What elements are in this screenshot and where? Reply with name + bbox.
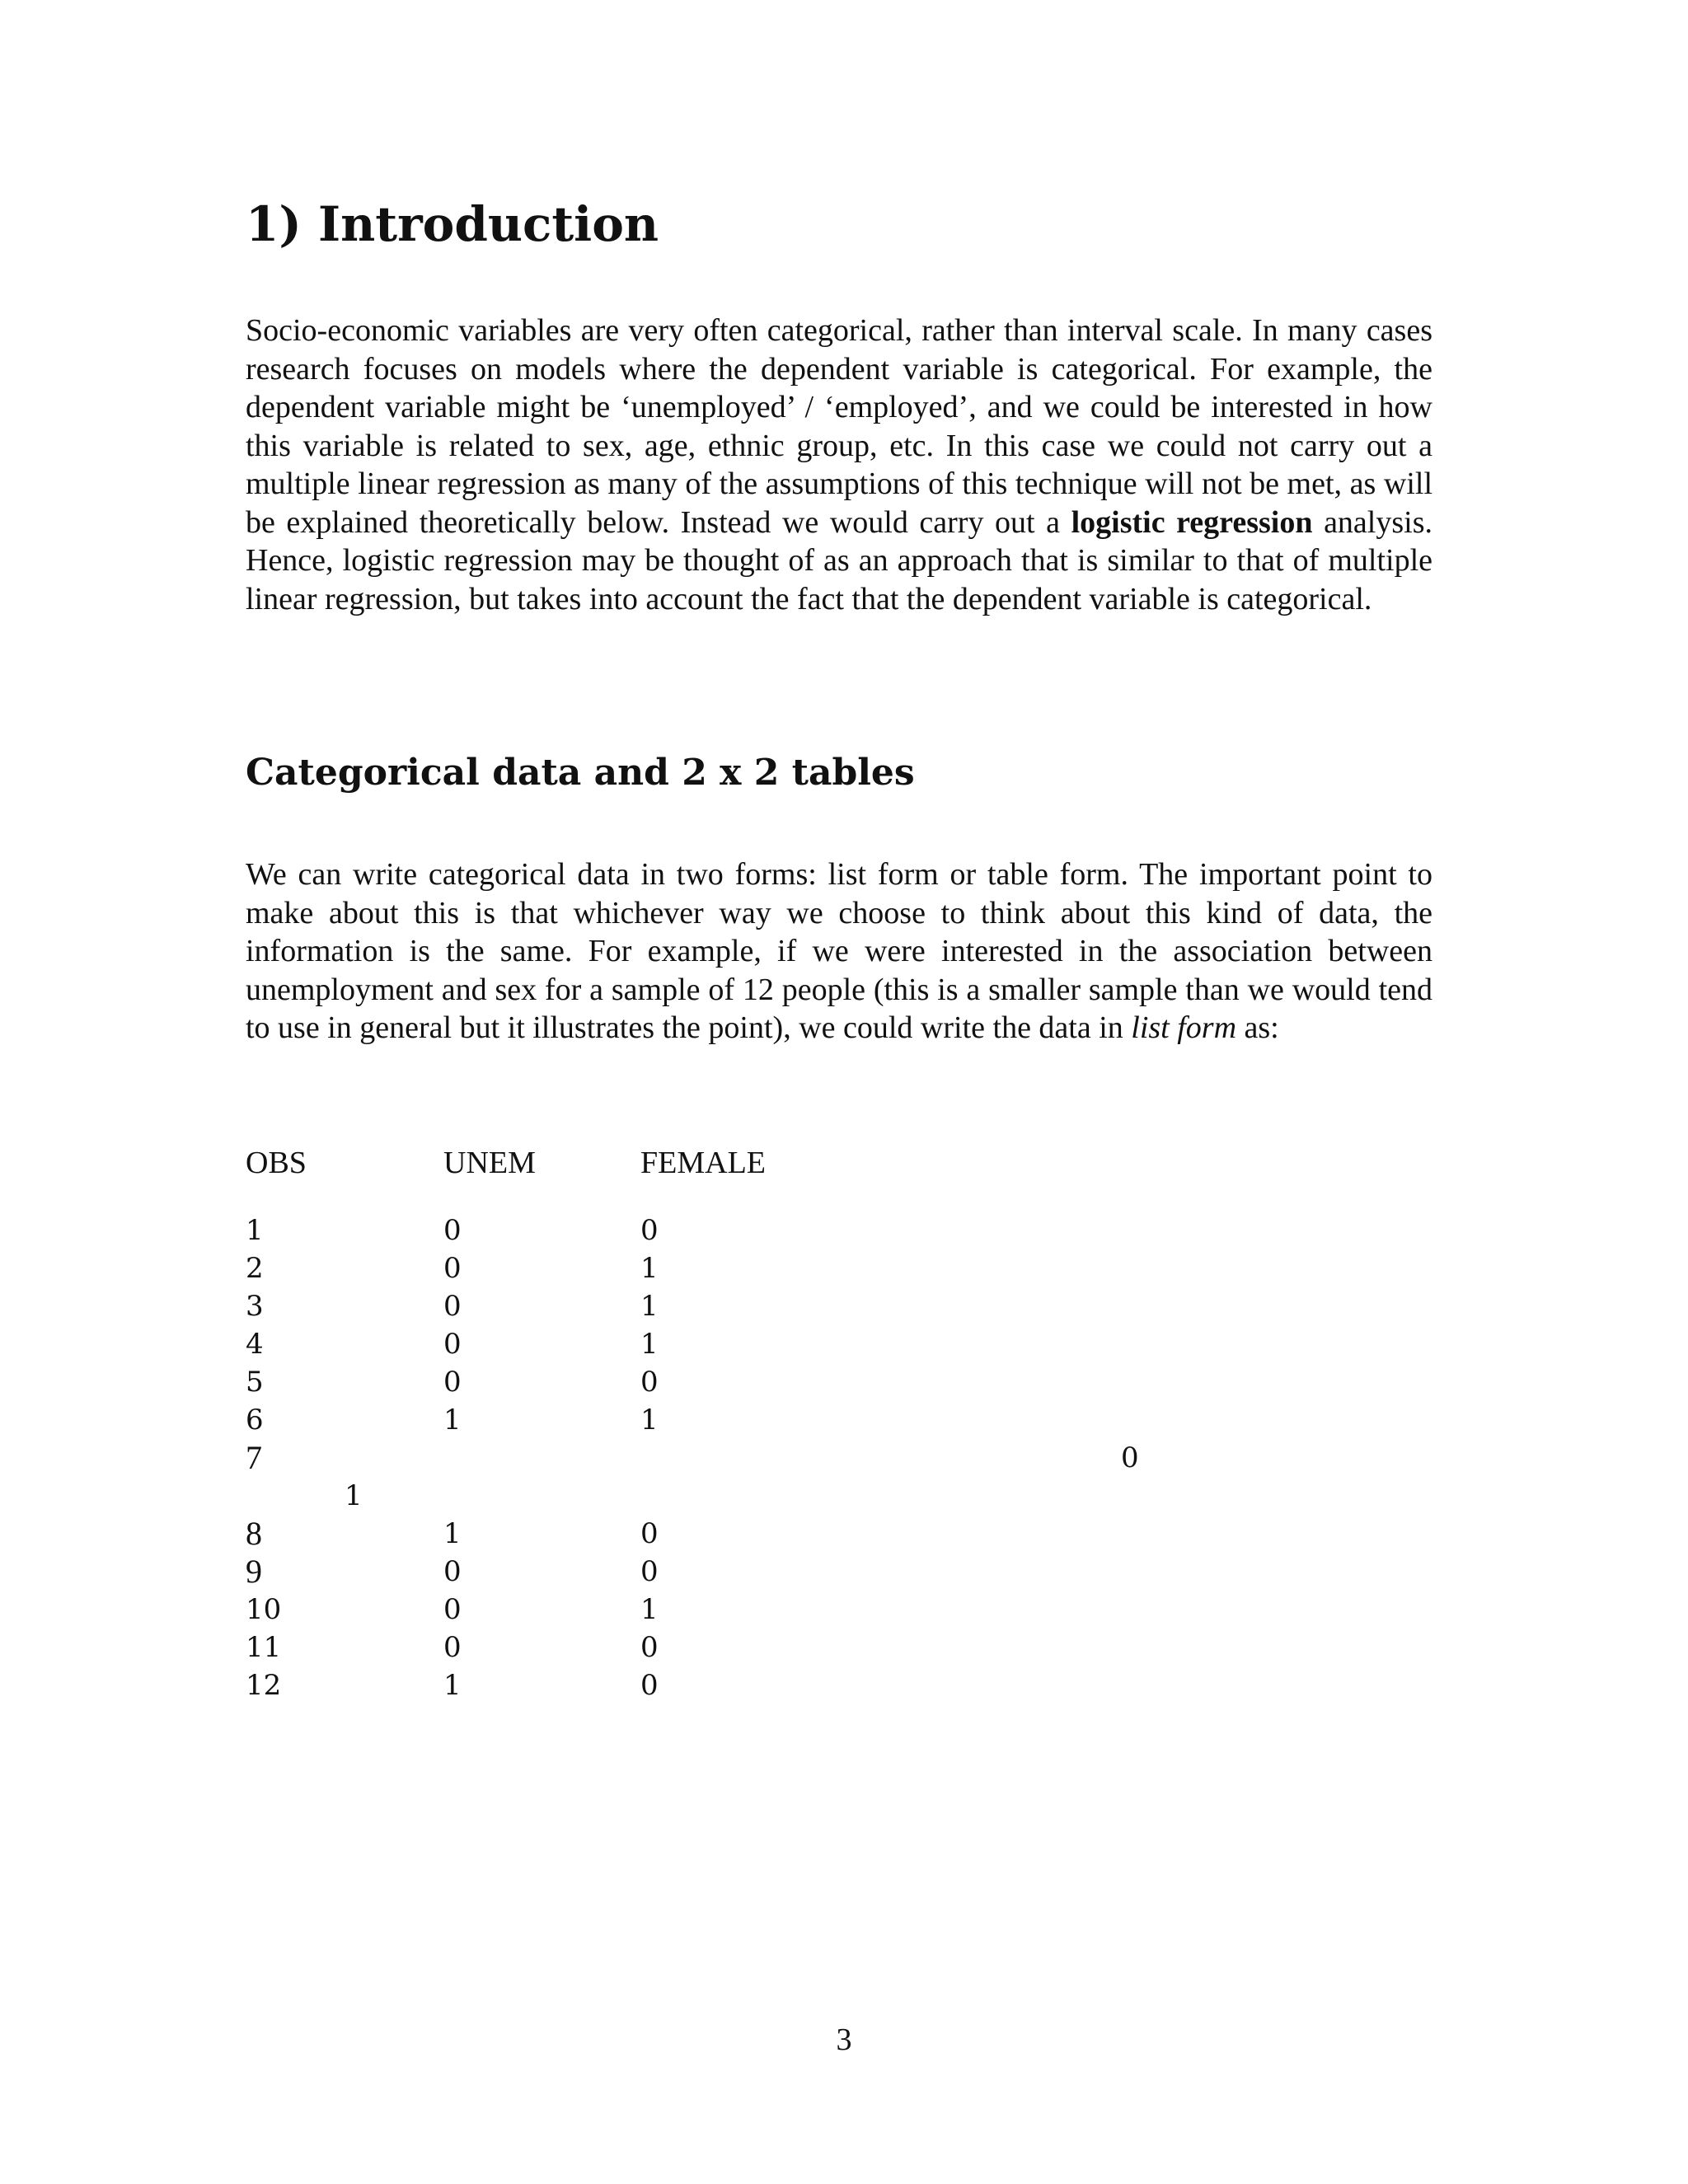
table-cell-obs: 3: [246, 1290, 264, 1323]
table-cell-obs: 5: [246, 1366, 264, 1399]
table-cell-unem: 0: [443, 1631, 462, 1664]
table-cell-female: 0: [640, 1631, 659, 1664]
subsection-heading: Categorical data and 2 x 2 tables: [246, 752, 915, 794]
table-cell-obs: 11: [246, 1631, 282, 1664]
table-cell-female: 1: [640, 1252, 659, 1285]
table-header-unem: UNEM: [443, 1146, 536, 1180]
table-cell-female: 0: [640, 1555, 659, 1588]
table-header-obs: OBS: [246, 1146, 307, 1180]
table-cell-obs: 10: [246, 1593, 282, 1626]
table-cell-female: 0: [640, 1669, 659, 1702]
table-cell-unem: 0: [443, 1214, 462, 1247]
categorical-text-end: as:: [1236, 1010, 1279, 1045]
page-number: 3: [836, 2022, 852, 2057]
table-cell-female: 1: [640, 1290, 659, 1323]
categorical-paragraph: [246, 855, 1432, 1047]
table-cell-female: 0: [640, 1517, 659, 1550]
section-heading: 1) Introduction: [246, 196, 659, 252]
table-cell-female: 0: [1121, 1441, 1139, 1474]
table-cell-female: 1: [640, 1328, 659, 1361]
table-cell-unem: 0: [443, 1328, 462, 1361]
table-cell-unem: 1: [443, 1404, 462, 1436]
table-cell-unem: 0: [443, 1290, 462, 1323]
table-cell-obs: 2: [246, 1252, 264, 1285]
table-cell-female: 0: [640, 1366, 659, 1399]
table-cell-unem: 0: [443, 1252, 462, 1285]
table-cell-female: 1: [640, 1593, 659, 1626]
table-cell-obs: 12: [246, 1669, 282, 1702]
table-cell-obs: 8: [246, 1515, 262, 1552]
table-cell-obs: 4: [246, 1328, 264, 1361]
intro-paragraph: [246, 312, 1432, 618]
table-cell-unem: 1: [345, 1479, 363, 1512]
table-header-female: FEMALE: [640, 1146, 766, 1180]
table-cell-female: 1: [640, 1404, 659, 1436]
table-cell-female: 0: [640, 1214, 659, 1247]
table-cell-obs: 7: [246, 1439, 262, 1476]
table-cell-unem: 0: [443, 1366, 462, 1399]
table-cell-obs: 6: [246, 1404, 264, 1436]
table-cell-unem: 1: [443, 1517, 462, 1550]
intro-text-start: Socio-economic variables are very often categorical, rather than interval scale. In many cases research focuses on models where the dependent variable is categorical. For example, the dependent variable might be ‘unemployed’ / ‘employed’, and we could be interested in how this variable is related to sex, age, ethnic group, etc. In this case we could not carry out a multiple linear regression as many of the assumptions of this technique will not be met, as will be explained theoretically below. Instead we would carry out a: [246, 313, 1432, 540]
categorical-text-start: We can write categorical data in two forms: list form or table form. The important point to make about this is that whichever way we choose to think about this kind of data, the information is the same. For example, if we were interested in the association between unemployment and sex for a sample of 12 people (this is a smaller sample than we would tend to use in general but it illustrates the point), we could write the data in: [246, 857, 1432, 1045]
table-cell-obs: 9: [246, 1553, 262, 1590]
intro-bold-term: logistic regression: [1071, 504, 1313, 540]
table-cell-obs: 1: [246, 1214, 264, 1247]
table-cell-unem: 0: [443, 1555, 462, 1588]
categorical-italic-term: list form: [1131, 1010, 1237, 1045]
table-cell-unem: 1: [443, 1669, 462, 1702]
intro-text-end: analysis. Hence, logistic regression may be thought of as an approach that is similar to that of multiple linear regression, but takes into account the fact that the dependent variable is categorical.: [246, 504, 1432, 616]
table-cell-unem: 0: [443, 1593, 462, 1626]
